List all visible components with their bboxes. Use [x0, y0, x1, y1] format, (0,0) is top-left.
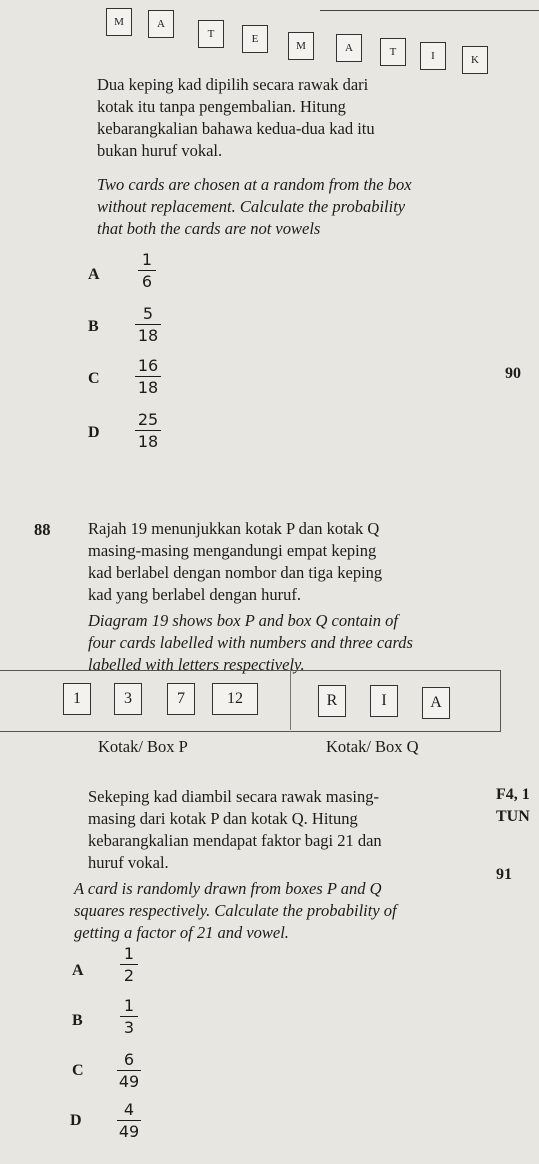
q88-option-d-fraction[interactable]: 4 49: [118, 1100, 140, 1141]
q89-option-b-letter[interactable]: B: [88, 318, 99, 335]
side-mark-91: 91: [496, 866, 512, 883]
box-p-card-2: 3: [114, 683, 142, 715]
q89-option-d-fraction[interactable]: 25 18: [135, 410, 161, 451]
q89-option-a-fraction[interactable]: 1 6: [138, 250, 156, 291]
top-card-9: K: [462, 46, 488, 74]
box-q-card-3: A: [422, 687, 450, 719]
top-card-1: M: [106, 8, 132, 36]
q88-option-a-letter[interactable]: A: [72, 962, 84, 979]
top-card-3: T: [198, 20, 224, 48]
box-q-card-1: R: [318, 685, 346, 717]
side-mark-90: 90: [505, 365, 521, 382]
q89-option-a-letter[interactable]: A: [88, 266, 100, 283]
q88-malay-text: Rajah 19 menunjukkan kotak P dan kotak Q masing-masing mengandungi empat keping kad berlabel dengan nombor dan tiga keping kad yang berlabel dengan huruf.: [88, 519, 383, 604]
top-rule: [320, 10, 539, 11]
top-card-6: A: [336, 34, 362, 62]
box-q-label: Kotak/ Box Q: [326, 737, 419, 756]
q88-option-b-letter[interactable]: B: [72, 1012, 83, 1029]
q88-english-text: Diagram 19 shows box P and box Q contain of four cards labelled with numbers and three cards labelled with letters respectively.: [88, 611, 413, 674]
q88-option-c-letter[interactable]: C: [72, 1062, 84, 1079]
q89-malay-text: Dua keping kad dipilih secara rawak dari kotak itu tanpa pengembalian. Hitung kebarangkalian bahawa kedua-dua kad itu bukan huruf vokal.: [97, 75, 375, 160]
q88-option-b-fraction[interactable]: 1 3: [120, 996, 138, 1037]
q89-option-c-letter[interactable]: C: [88, 370, 100, 387]
box-p-card-1: 1: [63, 683, 91, 715]
top-card-8: I: [420, 42, 446, 70]
side-mark-f4: F4, 1: [496, 786, 530, 803]
box-p-label: Kotak/ Box P: [98, 737, 188, 756]
top-card-5: M: [288, 32, 314, 60]
top-card-7: T: [380, 38, 406, 66]
q88-english-text-2: A card is randomly drawn from boxes P and Q squares respectively. Calculate the probability of getting a factor of 21 and vowel.: [74, 879, 397, 942]
top-card-4: E: [242, 25, 268, 53]
box-q-card-2: I: [370, 685, 398, 717]
q88-number: 88: [34, 520, 51, 539]
top-card-2: A: [148, 10, 174, 38]
q88-option-c-fraction[interactable]: 6 49: [118, 1050, 140, 1091]
side-mark-tun: TUN: [496, 808, 530, 825]
q88-malay-text-2: Sekeping kad diambil secara rawak masing- masing dari kotak P dan kotak Q. Hitung kebarangkalian mendapat faktor bagi 21 dan huruf vokal.: [88, 787, 382, 872]
q89-english-text: Two cards are chosen at a random from the box without replacement. Calculate the probability that both the cards are not vowels: [97, 175, 412, 238]
q89-option-d-letter[interactable]: D: [88, 424, 100, 441]
q89-option-c-fraction[interactable]: 16 18: [135, 356, 161, 397]
box-divider: [290, 670, 291, 730]
q88-option-a-fraction[interactable]: 1 2: [120, 944, 138, 985]
q89-option-b-fraction[interactable]: 5 18: [135, 304, 161, 345]
q88-option-d-letter[interactable]: D: [70, 1112, 82, 1129]
box-p-card-3: 7: [167, 683, 195, 715]
box-p-card-4: 12: [212, 683, 258, 715]
